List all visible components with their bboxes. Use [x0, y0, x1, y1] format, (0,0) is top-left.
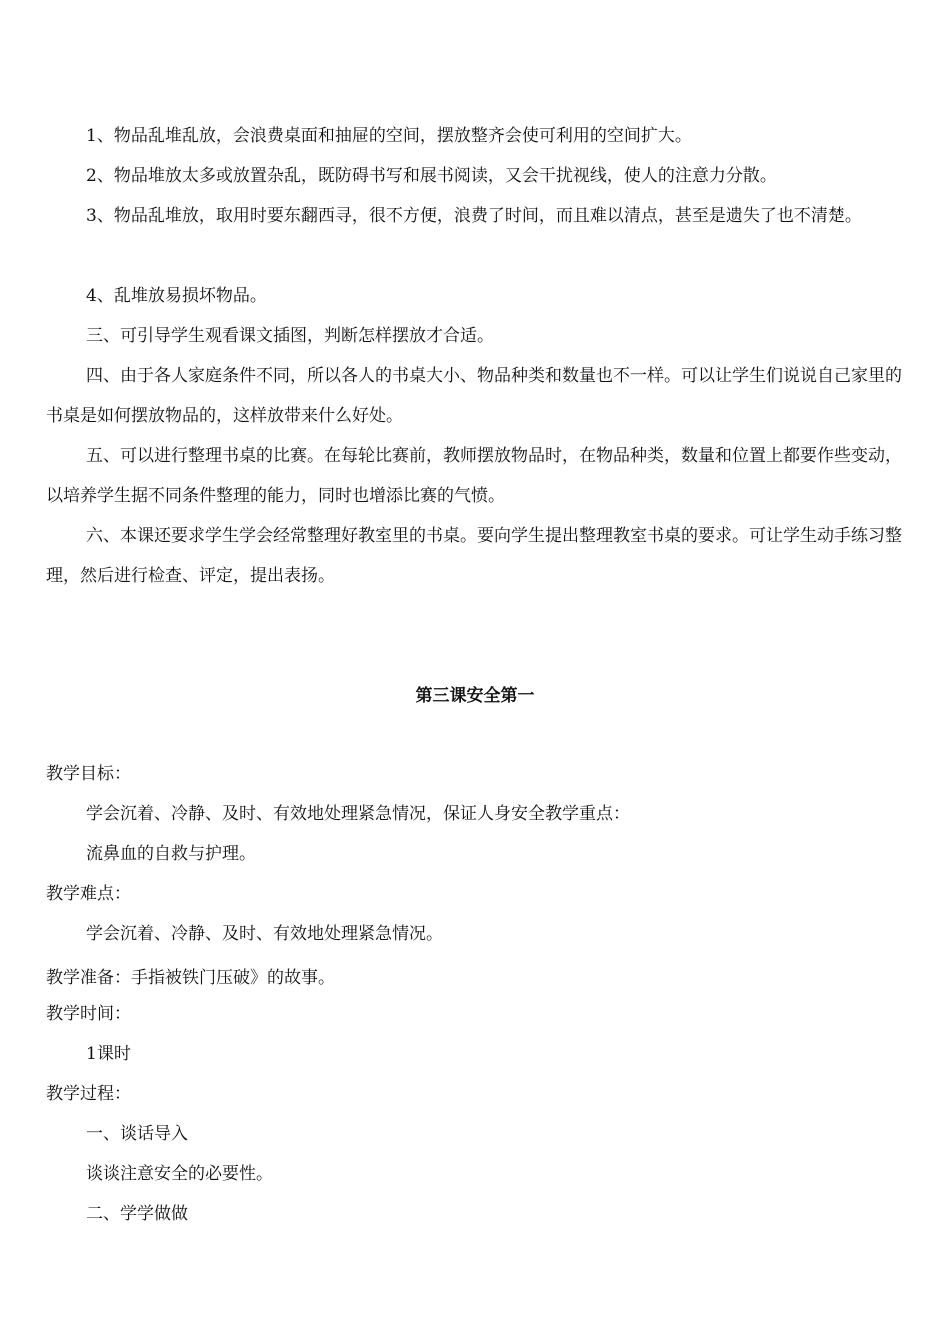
paragraph-point-4: 4、乱堆放易损坏物品。	[86, 286, 267, 306]
paragraph-section-5: 五、可以进行整理书桌的比赛。在每轮比赛前，教师摆放物品时，在物品种类，数量和位置上都要作些变动，以培养学生据不同条件整理的能力，同时也增添比赛的气愤。	[46, 446, 902, 506]
text-key-point: 流鼻血的自救与护理。	[86, 844, 256, 864]
paragraph-point-2: 2、物品堆放太多或放置杂乱，既防碍书写和展书阅读，又会干扰视线，使人的注意力分散。	[86, 166, 777, 186]
text-preparation: 教学准备：手指被铁门压破》的故事。	[46, 968, 335, 988]
heading-difficulty: 教学难点：	[46, 884, 131, 904]
text-step-2: 二、学学做做	[86, 1204, 188, 1224]
text-step-1-detail: 谈谈注意安全的必要性。	[86, 1164, 273, 1184]
paragraph-section-6: 六、本课还要求学生学会经常整理好教室里的书桌。要向学生提出整理教室书桌的要求。可让学生动手练习整理，然后进行检查、评定，提出表扬。	[46, 526, 902, 586]
paragraph-point-3: 3、物品乱堆放，取用时要东翻西寻，很不方便，浪费了时间，而且难以清点，甚至是遗失了也不清楚。	[86, 206, 862, 226]
text-teaching-time: 1课时	[86, 1044, 131, 1064]
paragraph-point-1: 1、物品乱堆乱放，会浪费桌面和抽屉的空间，摆放整齐会使可利用的空间扩大。	[86, 126, 692, 146]
text-teaching-goals: 学会沉着、冷静、及时、有效地处理紧急情况，保证人身安全教学重点：	[86, 804, 630, 824]
paragraph-section-4: 四、由于各人家庭条件不同，所以各人的书桌大小、物品种类和数量也不一样。可以让学生们说说自己家里的书桌是如何摆放物品的，这样放带来什么好处。	[46, 366, 902, 426]
heading-teaching-process: 教学过程：	[46, 1084, 131, 1104]
text-difficulty: 学会沉着、冷静、及时、有效地处理紧急情况。	[86, 924, 443, 944]
heading-teaching-goals: 教学目标：	[46, 764, 131, 784]
heading-teaching-time: 教学时间：	[46, 1004, 131, 1024]
lesson-title: 第三课安全第一	[415, 686, 535, 706]
text-step-1: 一、谈话导入	[86, 1124, 188, 1144]
paragraph-section-3: 三、可引导学生观看课文插图，判断怎样摆放才合适。	[86, 326, 494, 346]
